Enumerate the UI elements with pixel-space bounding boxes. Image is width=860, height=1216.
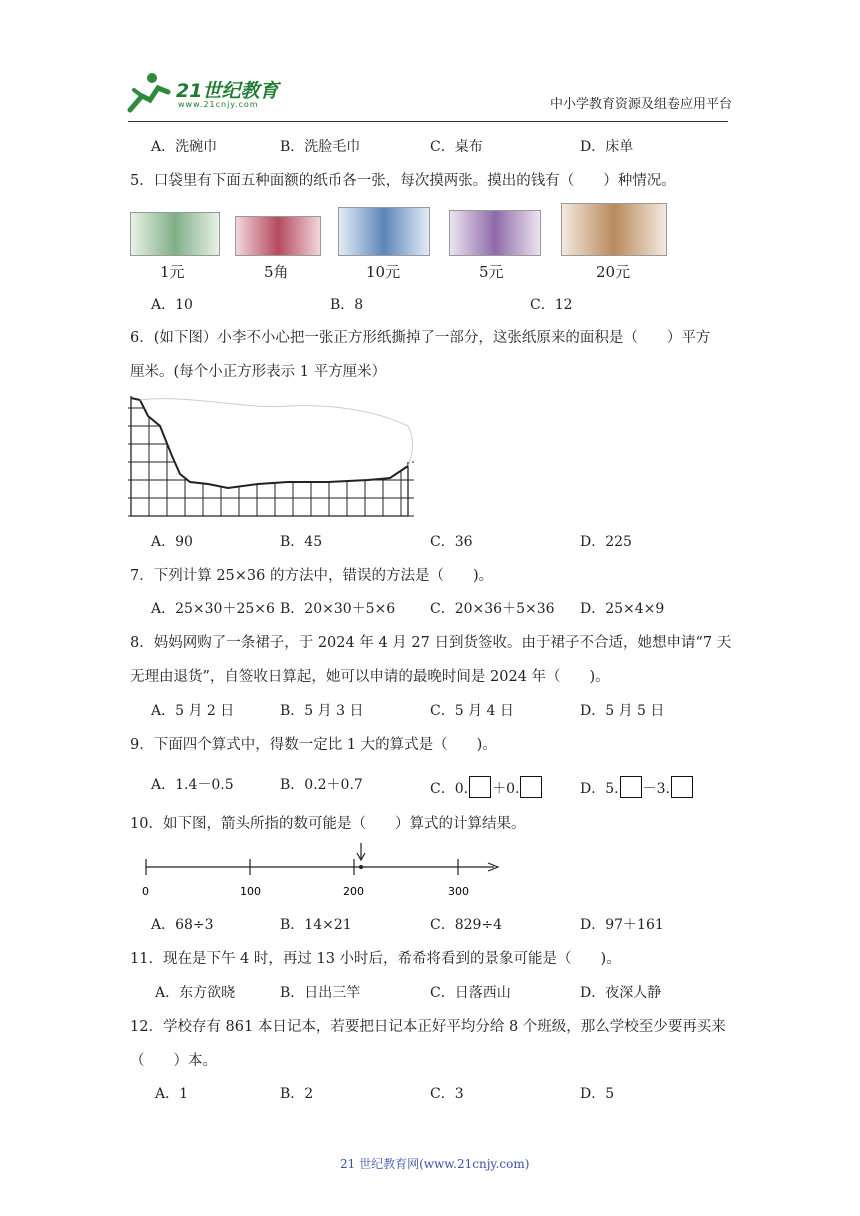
- q12-option-d: D．5: [580, 1086, 615, 1102]
- q9-option-c-part1: 0.: [454, 781, 469, 797]
- torn-grid-figure: [128, 396, 414, 520]
- q12-text-line2: （ ）本。: [130, 1053, 217, 1069]
- q9-option-a: A．1.4－0.5: [151, 777, 234, 793]
- q11-option-d: D．夜深人静: [580, 985, 662, 1001]
- q5-option-b: B．8: [330, 297, 364, 313]
- q7-option-d: D．25×4×9: [580, 601, 665, 617]
- q6-text-line2: 厘米。(每个小正方形表示 1 平方厘米）: [130, 364, 387, 380]
- bill-label: 10元: [366, 263, 401, 281]
- q12-option-c: C．3: [430, 1086, 464, 1102]
- q11-text: 11．现在是下午 4 时，再过 13 小时后，希希将看到的景象可能是（ )。: [130, 951, 621, 967]
- tick-label-300: 300: [448, 885, 469, 898]
- blank-box: [520, 776, 542, 798]
- logo-subtext: www.21cnjy.com: [178, 100, 259, 109]
- q7-option-b: B．20×30＋5×6: [280, 601, 396, 617]
- q4-option-c: C．桌布: [430, 139, 483, 155]
- q8-option-d: D．5 月 5 日: [580, 703, 665, 719]
- number-line: [132, 843, 512, 901]
- q4-option-d: D．床单: [580, 139, 634, 155]
- q7-option-c: C．20×36＋5×36: [430, 601, 555, 617]
- q9-option-d: [580, 776, 694, 798]
- q9-option-c-part2: ＋0.: [492, 781, 520, 797]
- q11-option-a: A．东方欲晓: [155, 985, 236, 1001]
- q6-option-b: B．45: [280, 534, 323, 550]
- q7-text: 7．下列计算 25×36 的方法中，错误的方法是（ )。: [130, 568, 494, 584]
- q12-text-line1: 12．学校存有 861 本日记本，若要把日记本正好平均分给 8 个班级，那么学校至少要再买来: [130, 1019, 726, 1035]
- bill-20-yuan: [561, 203, 667, 256]
- platform-name: 中小学教育资源及组卷应用平台: [550, 97, 733, 112]
- bill-1-yuan: [130, 212, 220, 256]
- q6-option-a: A．90: [151, 534, 193, 550]
- q4-option-b: B．洗脸毛巾: [280, 139, 361, 155]
- q7-option-a: A．25×30＋25×6: [151, 601, 275, 617]
- header-rule: [128, 121, 728, 122]
- q12-option-b: B．2: [280, 1086, 314, 1102]
- bill-5-jiao: [235, 216, 321, 256]
- q9-text: 9．下面四个算式中，得数一定比 1 大的算式是（ )。: [130, 737, 497, 753]
- q6-option-c: C．36: [430, 534, 473, 550]
- q9-option-d-part1: 5.: [605, 781, 619, 797]
- q10-text: 10．如下图，箭头所指的数可能是（ ）算式的计算结果。: [130, 816, 526, 832]
- q8-option-a: A．5 月 2 日: [151, 703, 235, 719]
- bill-label: 5元: [479, 263, 504, 281]
- q9-option-c-label: C．: [430, 781, 455, 797]
- q9-option-b: B．0.2＋0.7: [280, 777, 363, 793]
- q10-option-b: B．14×21: [280, 917, 352, 933]
- q5-text: 5．口袋里有下面五种面额的纸币各一张，每次摸两张。摸出的钱有（ ）种情况。: [130, 173, 676, 189]
- q9-option-c: [430, 776, 543, 798]
- tick-label-100: 100: [240, 885, 261, 898]
- tick-label-200: 200: [343, 885, 364, 898]
- logo-text: 21世纪教育: [176, 80, 279, 102]
- bill-10-yuan: [338, 207, 430, 256]
- q6-text-line1: 6．(如下图）小李不小心把一张正方形纸撕掉了一部分，这张纸原来的面积是（ ）平方: [130, 330, 711, 346]
- q5-option-c: C．12: [530, 297, 573, 313]
- q11-option-c: C．日落西山: [430, 985, 511, 1001]
- q11-option-b: B．日出三竿: [280, 985, 361, 1001]
- q8-option-b: B．5 月 3 日: [280, 703, 364, 719]
- q10-option-a: A．68÷3: [151, 917, 214, 933]
- q8-option-c: C．5 月 4 日: [430, 703, 514, 719]
- blank-box: [620, 776, 642, 798]
- q9-option-d-label: D．: [580, 781, 606, 797]
- tick-label-0: 0: [142, 885, 149, 898]
- bill-label: 20元: [596, 263, 631, 281]
- logo: [124, 70, 294, 114]
- footer: 21 世纪教育网(www.21cnjy.com): [340, 1157, 530, 1171]
- blank-box: [469, 776, 491, 798]
- bill-label: 1元: [160, 263, 185, 281]
- q10-option-c: C．829÷4: [430, 917, 503, 933]
- bill-5-yuan: [449, 210, 541, 256]
- q10-option-d: D．97＋161: [580, 917, 664, 933]
- q5-option-a: A．10: [151, 297, 193, 313]
- blank-box: [671, 776, 693, 798]
- q8-text-line1: 8．妈妈网购了一条裙子，于 2024 年 4 月 27 日到货签收。由于裙子不合适，她想申请“7 天: [130, 635, 732, 651]
- q8-text-line2: 无理由退货”，自签收日算起，她可以申请的最晚时间是 2024 年（ )。: [130, 669, 610, 685]
- q9-option-d-part2: －3.: [642, 781, 670, 797]
- bill-label: 5角: [264, 263, 289, 281]
- q6-option-d: D．225: [580, 534, 632, 550]
- q12-option-a: A．1: [155, 1086, 189, 1102]
- q4-option-a: A．洗碗巾: [151, 139, 218, 155]
